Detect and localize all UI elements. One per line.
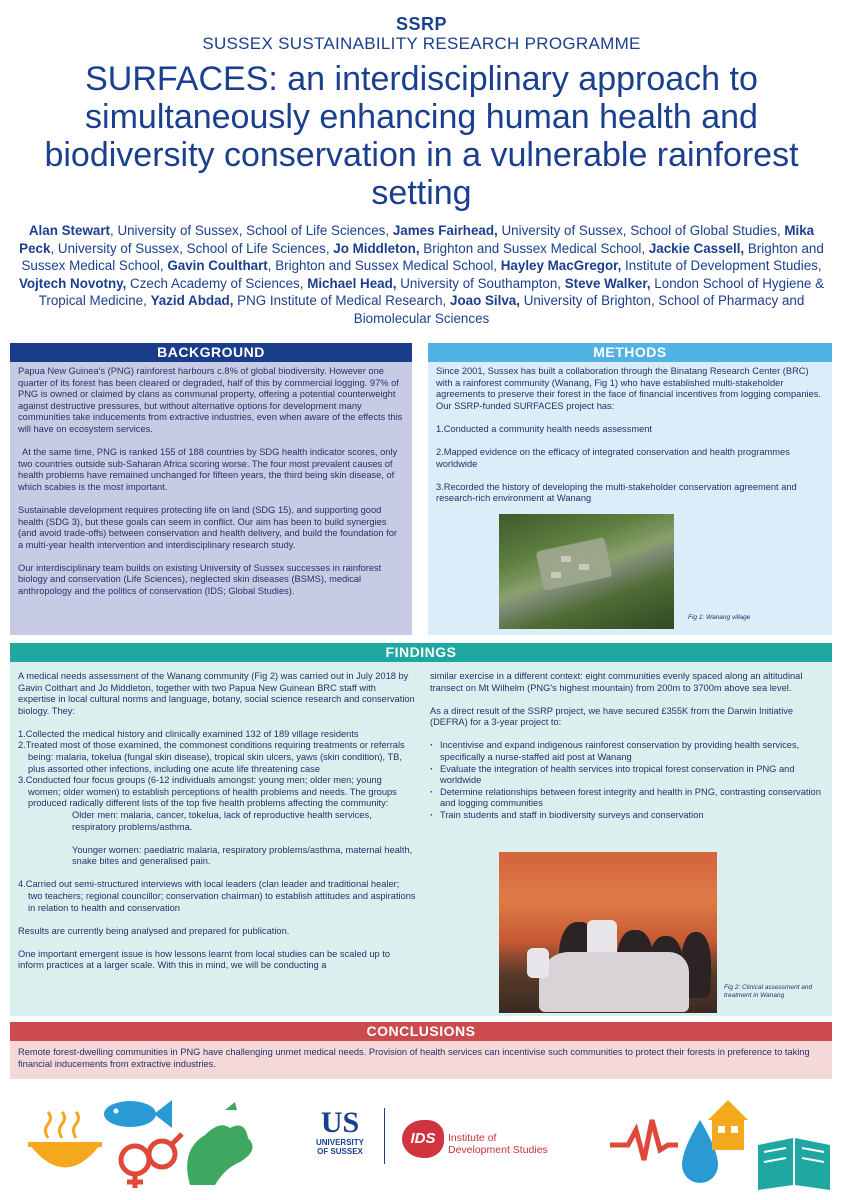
author-affiliation: , University of Sussex, School of Life Sciences, [110, 223, 393, 238]
background-body [10, 362, 412, 598]
ids-name-line1: Institute of [448, 1132, 497, 1144]
clinical-assessment-photo [499, 852, 717, 1013]
background-paragraph: Papua New Guinea's (PNG) rainforest harbours c.8% of global biodiversity. However one quarter of its forest has been cleared or degraded, half of this by commercial logging. 97% of PNG is owned or claimed by clans as communal property, offering a potential counterweight against destructive pressures, but without alternative options for development many communities take inducements from extractive industries, even when aware of the effects this will have on ecosystem services. [18, 366, 403, 434]
methods-intro: Since 2001, Sussex has built a collaboration through the Binatang Research Center (BRC) with a rainforest community (Wanang, Fig 1) who have established multi-stakeholder agreements to preserve their forest in the face of financial incentives from logging companies. Our SSRP-funded SURFACES project has: [436, 366, 821, 411]
fish-icon [104, 1100, 172, 1128]
university-of-sussex-logo [305, 1108, 375, 1168]
ids-name-line2: Development Studies [448, 1144, 548, 1156]
author-name: Jackie Cassell, [648, 240, 745, 256]
sdg-icons-right [608, 1090, 833, 1190]
conclusions-text: Remote forest-dwelling communities in PNG have challenging unmet medical needs. Provision of health services can incentivise such communities to protect their forests in preference to taking financial inducements from extractive industries. [18, 1047, 810, 1069]
findings-intro: A medical needs assessment of the Wanang community (Fig 2) was carried out in July 2018 by Gavin Colthart and Jo Middleton, together with two Papua New Guinean BRC staff with expertise in local cultural norms and language, botany, social science research and conservation biology. They: [18, 671, 415, 716]
darwin-bullet: · Evaluate the integration of health services into tropical forest conservation in PNG and worldwide [430, 764, 826, 787]
fig1-caption: Fig 1: Wanang village [688, 614, 751, 621]
poster-title: SURFACES: an interdisciplinary approach to simultaneously enhancing human health and biodiversity conservation in a vulnerable rainforest setting [44, 60, 799, 212]
findings-emergent: One important emergent issue is how lessons learnt from local studies can be scaled up to inform practices at a larger scale. With this in mind, we will be conducting a [18, 948, 391, 971]
younger-women-list: Younger women: paediatric malaria, respiratory problems/asthma, maternal health, snake bites and generalised pain. [72, 844, 413, 867]
background-paragraph: Our interdisciplinary team builds on existing University of Sussex successes in rainforest biology and conservation (Life Sciences), neglected skin diseases (BSMS), medical anthropology and the politics of conservation (IDS; Global Studies). [18, 562, 382, 596]
open-book-icon [758, 1138, 830, 1190]
author-name: Alan Stewart [28, 223, 110, 238]
methods-heading: METHODS [428, 343, 832, 362]
ids-name [448, 1132, 548, 1156]
findings-item: 2.Treated most of those examined, the commonest conditions requiring treatments or referrals being: malaria, tokelua (fungal skin disease), tropical skin ulcers, yaws (skin condition), TB, plus assorted other infections, including one acute life threatening case [18, 740, 405, 774]
findings-item: 4.Carried out semi-structured interviews with local leaders (clan leader and traditional healer; two teachers; regional councillor; conservation chairman) to establish attitudes and aspirations in relation to health and conservation [18, 879, 416, 913]
author-name: Gavin Coulthart [167, 258, 268, 273]
author-name: Joao Silva, [450, 293, 520, 308]
darwin-bullet: · Incentivise and expand indigenous rainforest conservation by providing health services, specifically a nurse-staffed aid post at Wanang [430, 740, 826, 763]
author-name: Mika Peck [19, 223, 815, 256]
author-affiliation: London School of Hygiene & Tropical Medicine, [38, 275, 825, 308]
programme-name: SUSSEX SUSTAINABILITY RESEARCH PROGRAMME [202, 34, 641, 53]
author-affiliation: University of Sussex, School of Global Studies, [497, 223, 785, 238]
findings-item: 1.Collected the medical history and clinically examined 132 of 189 village residents [18, 728, 359, 739]
methods-item: 2.Mapped evidence on the efficacy of integrated conservation and health programmes worldwide [436, 446, 790, 469]
author-affiliation: Brighton and Sussex Medical School, [21, 240, 824, 273]
background-heading: BACKGROUND [10, 343, 412, 362]
author-name: Yazid Abdad, [150, 293, 234, 308]
ids-logo [402, 1120, 562, 1160]
wanang-village-photo [499, 514, 674, 629]
sdg-icons-left [20, 1090, 260, 1190]
author-name: Michael Head, [307, 275, 397, 291]
background-paragraph: Sustainable development requires protecting life on land (SDG 15), and supporting good health (SDG 3), but these goals can seem in conflict. Our aim has been to build synergies (and avoid trade-offs) between conservation and health delivery, and build the foundation for a multi-year health intervention and interdisciplinary research study. [18, 504, 398, 550]
conclusions-panel [10, 1022, 832, 1079]
findings-item: 3.Conducted four focus groups (6-12 individuals amongst: young men; older men; young women; older women) to establish perceptions of health problems and needs. The groups produced radically different lists of the top five health problems affecting the community: [18, 775, 397, 809]
author-name: Vojtech Novotny, [18, 275, 127, 291]
methods-item: 1.Conducted a community health needs assessment [436, 423, 653, 434]
darwin-bullet: · Determine relationships between forest integrity and health in PNG, contrasting conservation and logging communities [430, 787, 826, 810]
findings-heading: FINDINGS [10, 643, 832, 662]
author-affiliation: University of Southampton, [396, 275, 565, 291]
background-paragraph: At the same time, PNG is ranked 155 of 188 countries by SDG health indicator scores, only two countries outside sub-Saharan Africa scoring worse. The four most prevalent causes of health problems have remained unchanged for fifteen years, the third being skin disease, of which scabies is the most important. [18, 447, 398, 492]
author-affiliation: University of Brighton, School of Pharmacy and Biomolecular Sciences [353, 293, 805, 326]
darwin-bullets [430, 740, 826, 821]
author-name: Hayley MacGregor, [500, 258, 622, 273]
methods-item: 3.Recorded the history of developing the multi-stakeholder conservation agreement and research-rich environment at Wanang [436, 481, 797, 504]
author-affiliation: , Brighton and Sussex Medical School, [267, 258, 501, 273]
ids-badge: IDS [402, 1120, 444, 1158]
us-logo-line2: OF SUSSEX [317, 1147, 363, 1156]
background-panel [10, 343, 412, 635]
fig2-caption: Fig 2: Clinical assessment and treatment in Wanang [724, 984, 813, 999]
health-pulse-icon [610, 1120, 678, 1160]
author-name: Jo Middleton, [333, 240, 420, 256]
findings-results: Results are currently being analysed and prepared for publication. [18, 925, 290, 936]
findings-list [18, 729, 416, 810]
author-affiliation: Czech Academy of Sciences, [126, 275, 308, 291]
methods-body [428, 362, 832, 505]
conclusions-heading: CONCLUSIONS [10, 1022, 832, 1041]
us-logo-mark: US [320, 1106, 360, 1139]
author-list [14, 222, 829, 327]
findings-right-column [430, 671, 826, 830]
author-affiliation: PNG Institute of Medical Research, [233, 293, 450, 308]
author-name: Steve Walker, [564, 275, 651, 291]
findings-left-column [18, 671, 416, 983]
author-name: James Fairhead, [392, 223, 498, 238]
food-bowl-icon [28, 1112, 102, 1168]
us-logo-line1: UNIVERSITY [315, 1138, 364, 1147]
darwin-bullet: · Train students and staff in biodiversity surveys and conservation [430, 810, 826, 822]
findings-right-intro: similar exercise in a different context: eight communities evenly spaced along an altitudinal transect on Mt Wilhelm (PNG's highest mountain) from 200m to 3700m above sea level. [430, 671, 803, 693]
findings-darwin: As a direct result of the SSRP project, we have secured £355K from the Darwin Initiative (DEFRA) for a 3-year project to: [430, 705, 794, 728]
author-affiliation: Institute of Development Studies, [621, 258, 822, 273]
author-affiliation: Brighton and Sussex Medical School, [419, 240, 649, 256]
older-men-list: Older men: malaria, cancer, tokelua, lack of reproductive health services, respiratory problems/asthma. [72, 810, 372, 832]
house-icon [708, 1100, 748, 1150]
logo-divider [384, 1108, 385, 1164]
tree-bird-icon [187, 1102, 252, 1185]
gender-equality-icon [121, 1134, 182, 1188]
author-affiliation: , University of Sussex, School of Life Sciences, [50, 240, 334, 256]
ssrp-acronym: SSRP [395, 14, 448, 34]
